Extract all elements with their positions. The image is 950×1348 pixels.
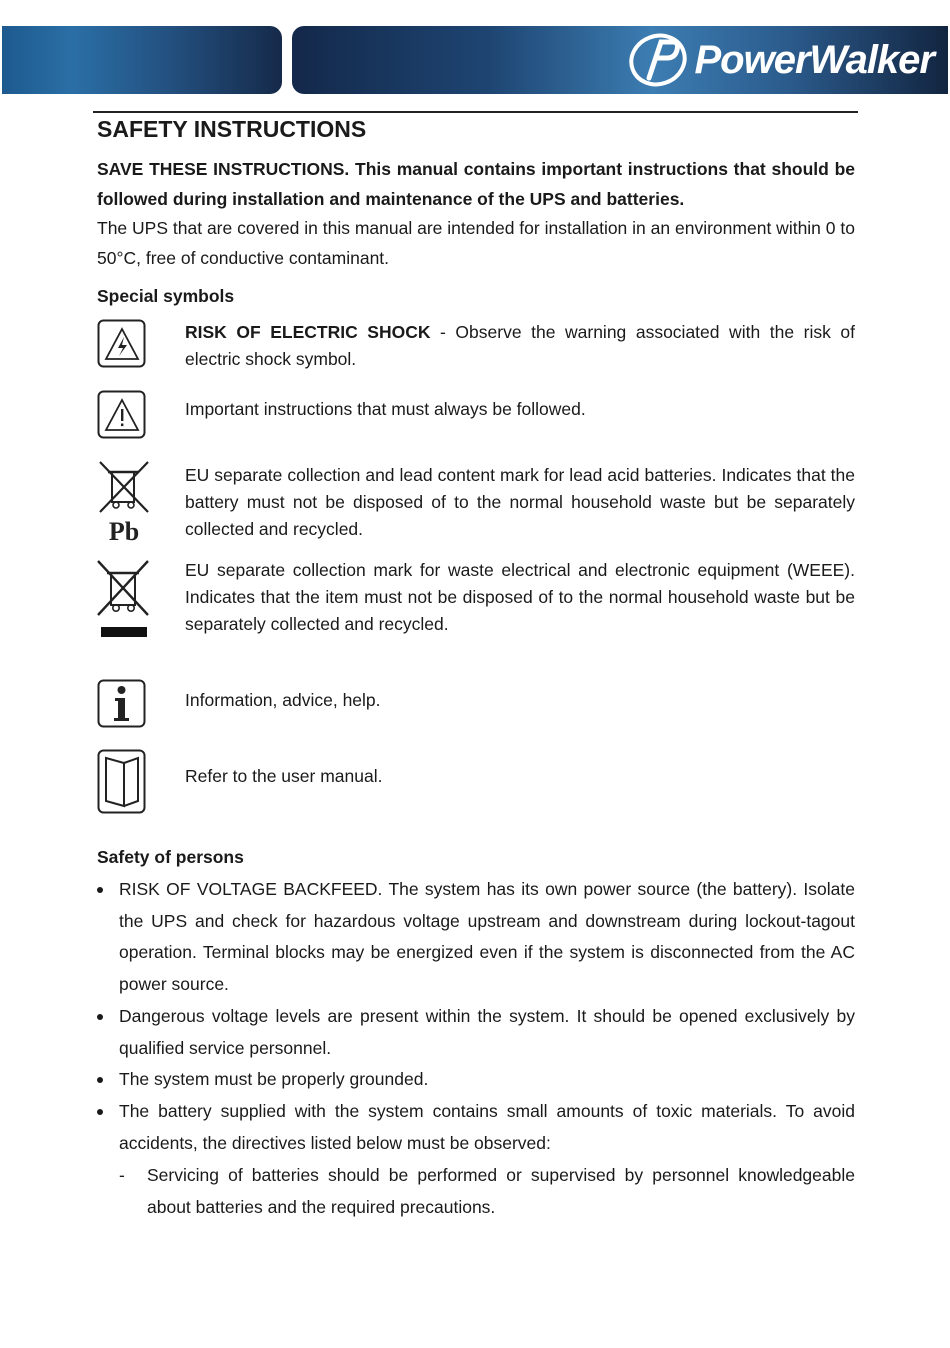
bullet-dot [97,887,103,893]
header-rule [93,111,858,113]
special-symbols-heading: Special symbols [97,286,235,306]
brand-logo [627,32,935,88]
dash-mark: - [119,1165,125,1185]
symbol-lead: RISK OF ELECTRIC SHOCK [185,322,431,342]
intro-paragraph: The UPS that are covered in this manual are intended for installation in an environment within 0 to 50°C, free of conductive contaminant. [97,218,855,268]
bullet-dot [97,1014,103,1020]
intro-bold-paragraph: SAVE THESE INSTRUCTIONS. This manual contains important instructions that should be followed during installation and maintenance of the UPS and batteries. [97,159,855,209]
pb-label: Pb [108,517,140,546]
bullet-dot [97,1109,103,1115]
symbol-text-user-manual: Refer to the user manual. [185,766,383,786]
powerwalker-logo-icon [627,32,689,88]
electric-shock-warning-icon [97,319,147,369]
sub-item-text: Servicing of batteries should be performed or supervised by personnel knowledgeable about batteries and the required precautions. [147,1165,855,1217]
brand-name: PowerWalker [694,37,934,82]
header-banner-right [292,26,948,94]
safety-of-persons-heading: Safety of persons [97,847,244,867]
symbol-text-pb-battery: EU separate collection and lead content mark for lead acid batteries. Indicates that the battery must not be disposed of to the normal household waste but be separately collected and recycled. [185,465,855,539]
symbol-text-information: Information, advice, help. [185,690,381,710]
symbol-text-caution: Important instructions that must always be followed. [185,399,586,419]
crossed-bin-pb-icon [97,460,151,548]
user-manual-icon [97,749,147,815]
bullet-text: The battery supplied with the system contains small amounts of toxic materials. To avoid accidents, the directives listed below must be observed: [119,1101,855,1153]
information-icon [97,679,147,729]
header-banner-left [2,26,282,94]
bullet-dot [97,1077,103,1083]
crossed-bin-weee-icon [97,559,151,641]
bullet-text: The system must be properly grounded. [119,1069,429,1089]
symbol-text-weee: EU separate collection mark for waste electrical and electronic equipment (WEEE). Indicates that the item must not be disposed of to the normal household waste but be separately collected and recycled. [185,560,855,634]
caution-warning-icon [97,390,147,440]
bullet-text: Dangerous voltage levels are present within the system. It should be opened exclusively by qualified service personnel. [119,1006,855,1058]
page-title: SAFETY INSTRUCTIONS [97,116,367,142]
symbol-description: - Observe the warning associated with the risk of electric shock symbol. [185,322,855,369]
symbol-text-electric-shock [185,319,855,373]
bullet-text: RISK OF VOLTAGE BACKFEED. The system has its own power source (the battery). Isolate the UPS and check for hazardous voltage upstream and downstream during lockout-tagout operation. Terminal blocks may be energized even if the system is disconnected from the AC power source. [119,879,855,994]
